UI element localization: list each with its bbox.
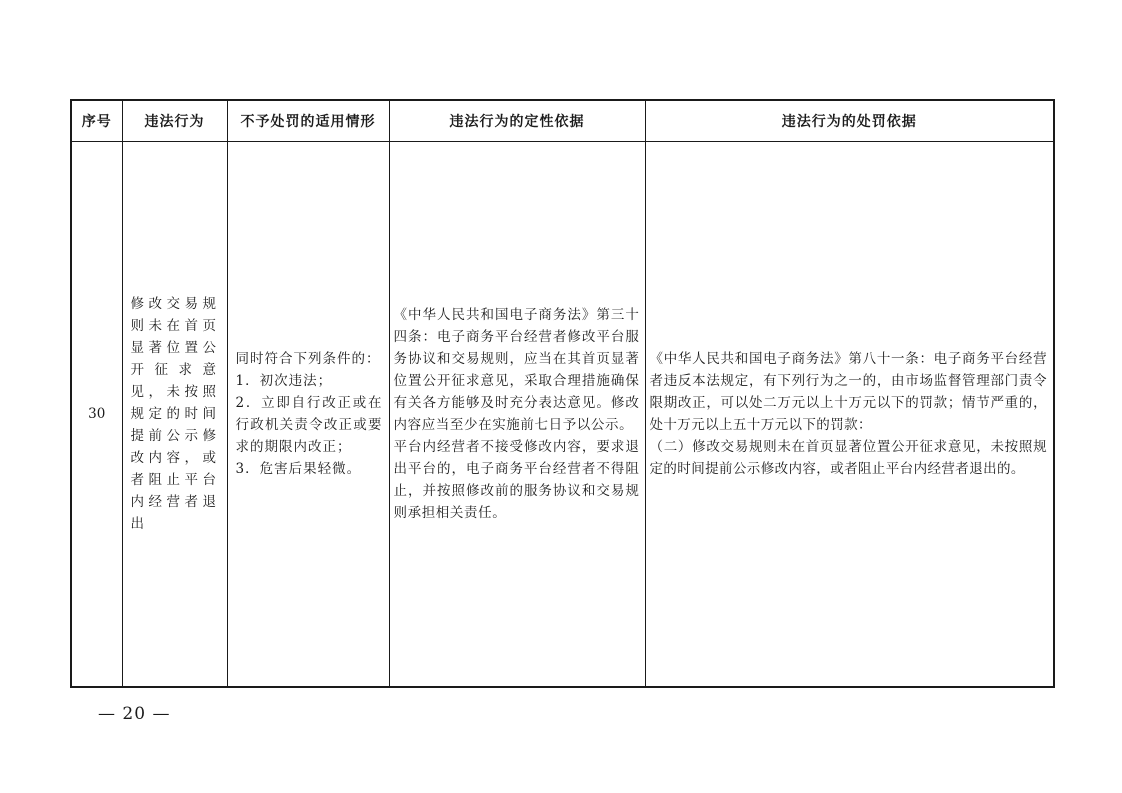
penalty-paragraph-1: 《中华人民共和国电子商务法》第八十一条：电子商务平台经营者违反本法规定，有下列行为之一的，由市场监督管理部门责令限期改正，可以处二万元以上十万元以下的罚款；情节严重的，处十万元以上五十万元以下的罚款： [649,351,1047,433]
penalty-list-table [70,99,1055,688]
penalty-basis-text [646,348,1054,480]
table-header [71,100,1054,142]
exemption-line-1: 1．初次违法； [235,373,333,389]
exemption-text [228,348,389,480]
qualification-basis-text [390,304,645,524]
header-penalty-basis: 违法行为的处罚依据 [645,100,1054,142]
cell-violation [122,142,227,688]
header-qualification-basis: 违法行为的定性依据 [389,100,645,142]
cell-qualification-basis [389,142,645,688]
exemption-line-2: 2．立即自行改正或在行政机关责令改正或要求的期限内改正； [235,395,383,455]
header-violation: 违法行为 [122,100,227,142]
exemption-line-intro: 同时符合下列条件的： [235,351,381,367]
cell-penalty-basis [645,142,1054,688]
table-body [71,142,1054,688]
cell-exemption [227,142,389,688]
exemption-line-3: 3．危害后果轻微。 [235,461,362,477]
violation-text: 修改交易规则未在首页显著位置公开征求意见，未按照规定的时间提前公示修改内容，或者阻止平台内经营者退出 [130,296,219,532]
table-row [71,142,1054,688]
qualification-paragraph-1: 《中华人民共和国电子商务法》第三十四条：电子商务平台经营者修改平台服务协议和交易规则，应当在其首页显著位置公开征求意见，采取合理措施确保有关各方能够及时充分表达意见。修改内容应当至少在实施前七日予以公示。 [393,307,640,433]
cell-seq: 30 [71,142,122,688]
header-row [71,100,1054,142]
penalty-paragraph-2: （二）修改交易规则未在首页显著位置公开征求意见，未按照规定的时间提前公示修改内容，或者阻止平台内经营者退出的。 [649,439,1047,477]
qualification-paragraph-2: 平台内经营者不接受修改内容，要求退出平台的，电子商务平台经营者不得阻止，并按照修改前的服务协议和交易规则承担相关责任。 [393,439,640,521]
page-number: — 20 — [98,704,171,724]
header-seq: 序号 [71,100,122,142]
header-exemption: 不予处罚的适用情形 [227,100,389,142]
